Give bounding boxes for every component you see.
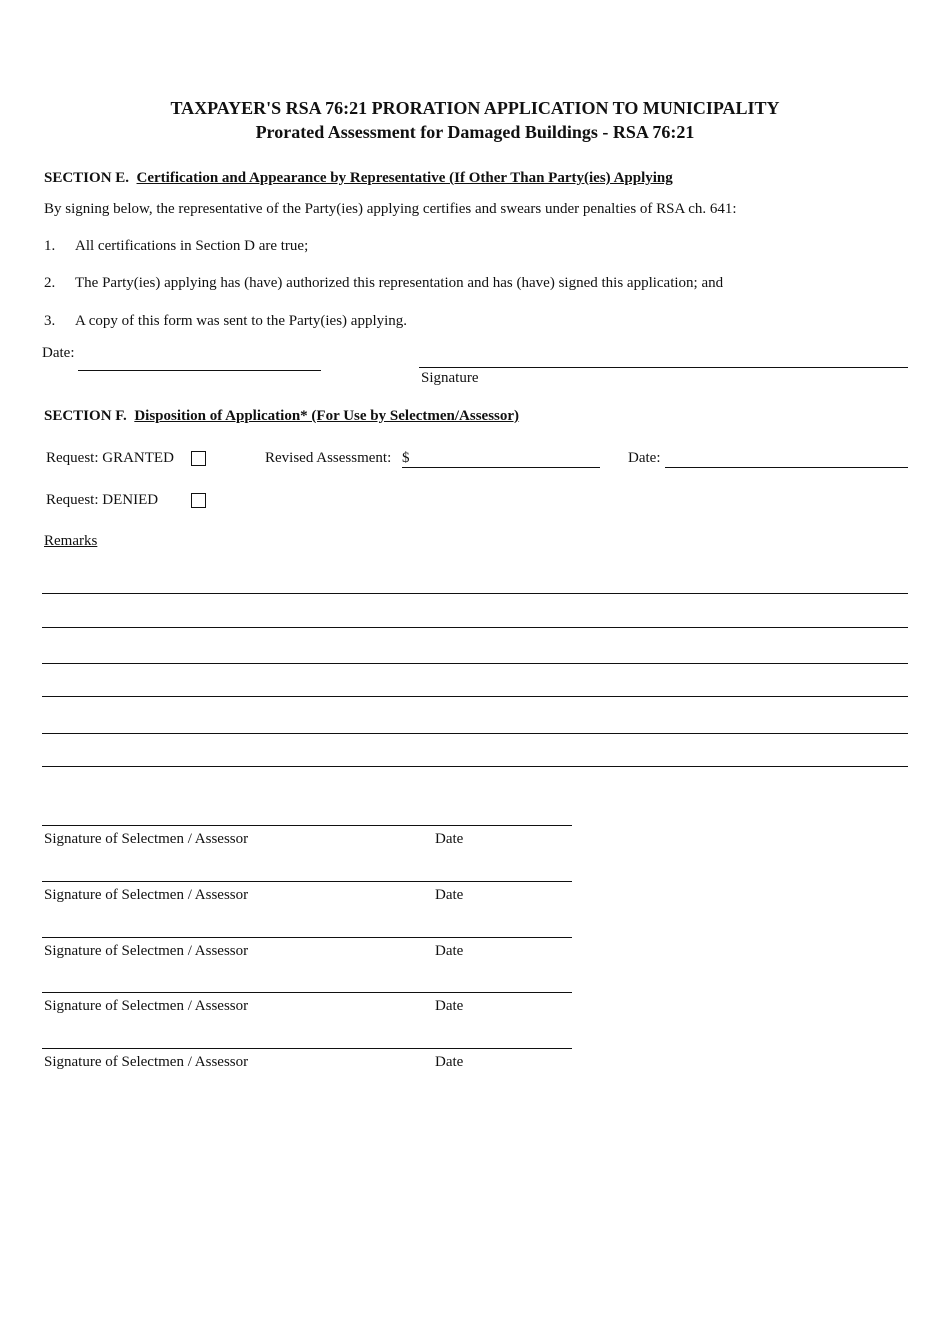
list-item-number: 2. — [44, 275, 56, 291]
remarks-line[interactable] — [42, 593, 908, 594]
date-field-line[interactable] — [78, 370, 321, 371]
section-f-heading — [44, 408, 519, 425]
selectmen-signature-line[interactable] — [42, 992, 572, 993]
selectmen-date-label: Date — [435, 998, 464, 1014]
signature-field-line[interactable] — [419, 367, 908, 368]
revised-assessment-label: Revised Assessment: — [265, 450, 392, 466]
disposition-date-field[interactable] — [665, 467, 908, 468]
dollar-sign: $ — [402, 450, 410, 466]
selectmen-date-label: Date — [435, 887, 464, 903]
selectmen-signature-label: Signature of Selectmen / Assessor — [44, 1054, 249, 1070]
selectmen-signature-label: Signature of Selectmen / Assessor — [44, 943, 249, 959]
selectmen-date-label: Date — [435, 1054, 464, 1070]
remarks-line[interactable] — [42, 696, 908, 697]
remarks-line[interactable] — [42, 733, 908, 734]
list-item: All certifications in Section D are true; — [75, 238, 309, 254]
remarks-line[interactable] — [42, 627, 908, 628]
granted-label: Request: GRANTED — [46, 450, 174, 466]
selectmen-signature-line[interactable] — [42, 881, 572, 882]
selectmen-signature-line[interactable] — [42, 937, 572, 938]
form-subtitle: Prorated Assessment for Damaged Buildings - RSA 76:21 — [255, 122, 695, 142]
section-e-intro: By signing below, the representative of the Party(ies) applying certifies and swears under penalties of RSA ch. 641: — [44, 201, 737, 217]
date-label: Date: — [42, 345, 75, 361]
selectmen-signature-line[interactable] — [42, 825, 572, 826]
form-title: TAXPAYER'S RSA 76:21 PRORATION APPLICATION TO MUNICIPALITY — [170, 98, 780, 118]
section-e-label: SECTION E. — [44, 170, 130, 186]
remarks-line[interactable] — [42, 766, 908, 767]
signature-label: Signature — [421, 370, 479, 386]
granted-checkbox[interactable] — [191, 451, 206, 466]
selectmen-signature-label: Signature of Selectmen / Assessor — [44, 887, 249, 903]
remarks-label: Remarks — [44, 533, 98, 549]
remarks-line[interactable] — [42, 663, 908, 664]
revised-assessment-field[interactable] — [402, 467, 600, 468]
selectmen-date-label: Date — [435, 831, 464, 847]
section-f-title: Disposition of Application* (For Use by Selectmen/Assessor) — [134, 408, 520, 424]
list-item: The Party(ies) applying has (have) authorized this representation and has (have) signed this application; and — [75, 275, 724, 291]
selectmen-signature-label: Signature of Selectmen / Assessor — [44, 831, 249, 847]
denied-label: Request: DENIED — [46, 492, 159, 508]
list-item-number: 3. — [44, 313, 56, 329]
list-item: A copy of this form was sent to the Party(ies) applying. — [75, 313, 408, 329]
section-e-heading — [44, 170, 673, 187]
denied-checkbox[interactable] — [191, 493, 206, 508]
list-item-number: 1. — [44, 238, 56, 254]
disposition-date-label: Date: — [628, 450, 661, 466]
selectmen-signature-line[interactable] — [42, 1048, 572, 1049]
selectmen-signature-label: Signature of Selectmen / Assessor — [44, 998, 249, 1014]
selectmen-date-label: Date — [435, 943, 464, 959]
section-f-label: SECTION F. — [44, 408, 127, 424]
section-e-title: Certification and Appearance by Representative (If Other Than Party(ies) Applying — [136, 170, 673, 186]
